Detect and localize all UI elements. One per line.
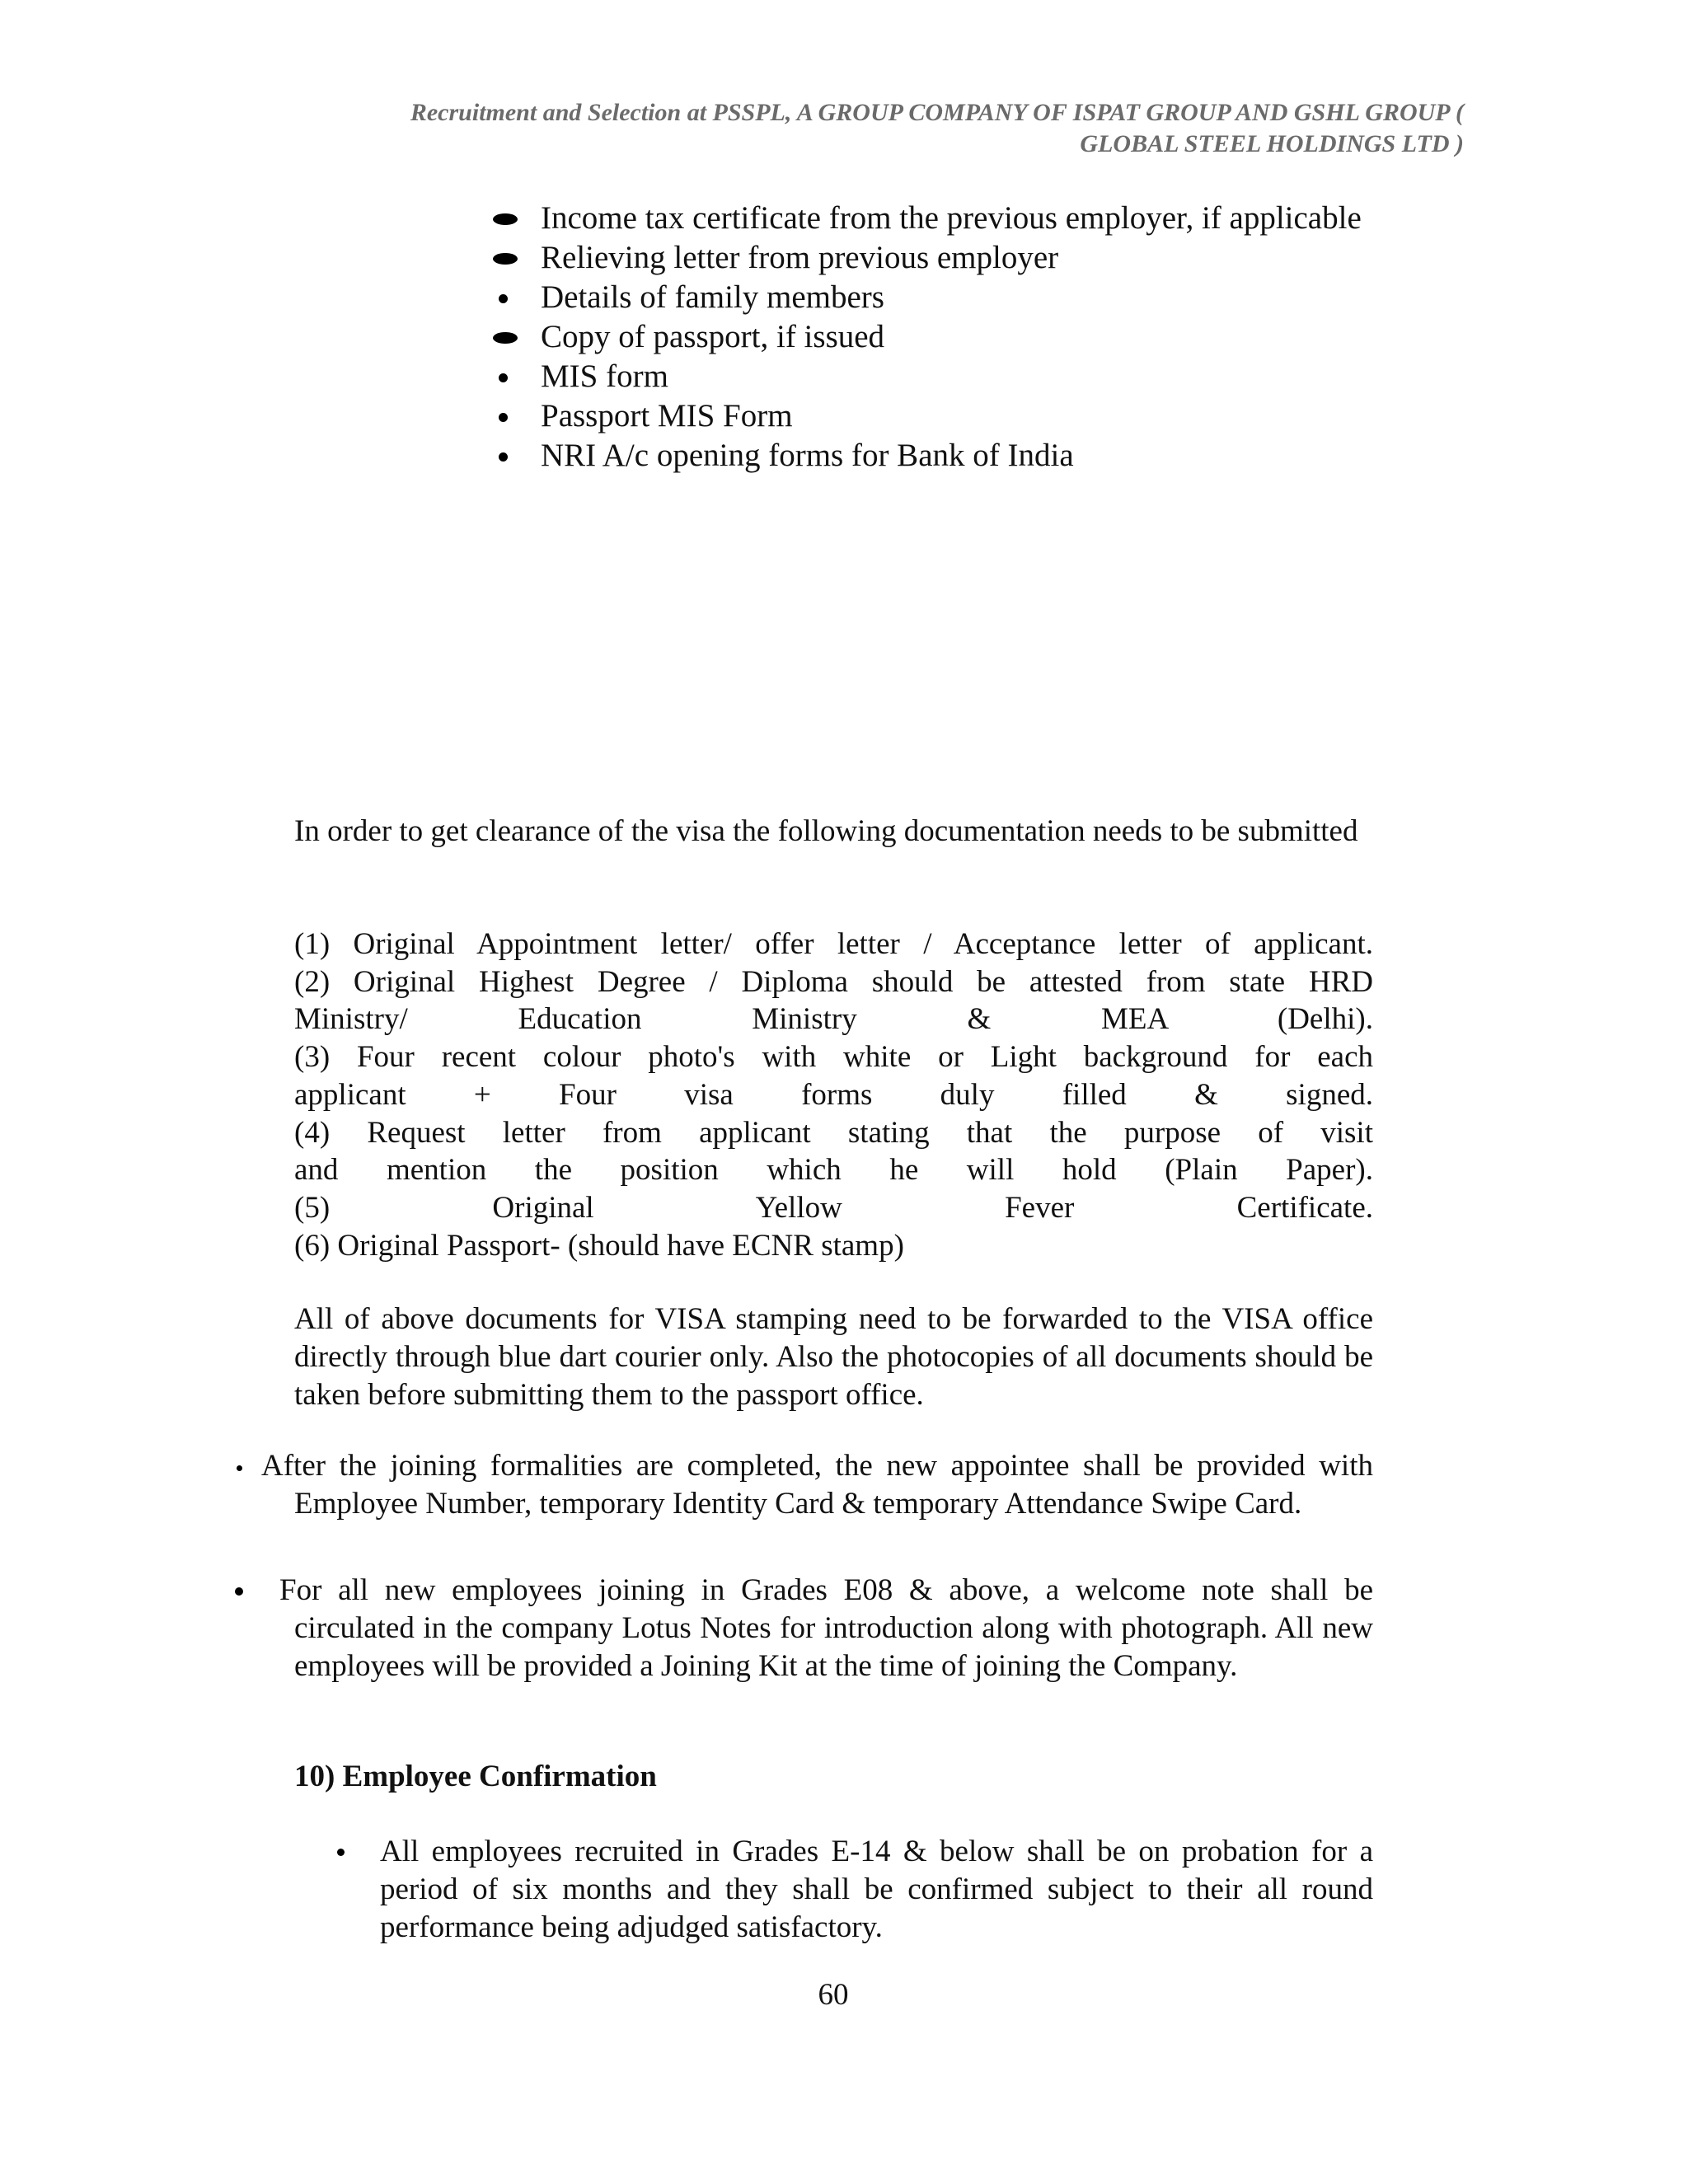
list-item-label: Details of family members xyxy=(541,279,884,315)
visa-requirement-line: (5) Original Yellow Fever Certificate. xyxy=(294,1190,1373,1225)
dot-bullet-icon xyxy=(337,1849,345,1856)
running-header xyxy=(227,97,1464,160)
visa-requirement-line: Ministry/ Education Ministry & MEA (Delhi). xyxy=(294,1002,1373,1037)
header-line-2: GLOBAL STEEL HOLDINGS LTD ) xyxy=(1080,130,1464,157)
dot-bullet-icon xyxy=(499,413,508,422)
confirmation-bullet xyxy=(380,1833,1373,1947)
dot-bullet-icon xyxy=(499,452,508,462)
joining-bullet-employee-number xyxy=(261,1447,1373,1523)
confirmation-bullet-text: All employees recruited in Grades E-14 & below shall be on probation for a period of six months and they shall be confirmed subject to their all round performance being adjudged satisfactory. xyxy=(380,1835,1373,1944)
visa-requirement-line: (2) Original Highest Degree / Diploma should be attested from state HRD xyxy=(294,964,1373,999)
dot-bullet-icon xyxy=(499,294,508,303)
list-item xyxy=(491,239,1373,277)
header-line-1: Recruitment and Selection at PSSPL, A GROUP COMPANY OF ISPAT GROUP AND GSHL GROUP ( xyxy=(410,99,1464,126)
visa-intro-paragraph: In order to get clearance of the visa the following documentation needs to be submitted xyxy=(294,814,1358,848)
list-item-label: NRI A/c opening forms for Bank of India xyxy=(541,438,1074,473)
list-item-label: Income tax certificate from the previous employer, if applicable xyxy=(541,200,1362,236)
list-item-label: Relieving letter from previous employer xyxy=(541,240,1059,275)
visa-requirement-line: (4) Request letter from applicant stating that the purpose of visit xyxy=(294,1115,1373,1150)
visa-requirement-line: (1) Original Appointment letter/ offer letter / Acceptance letter of applicant. xyxy=(294,927,1373,961)
list-item xyxy=(491,437,1373,475)
visa-requirements-list xyxy=(294,926,1373,1264)
oval-bullet-icon xyxy=(493,332,518,344)
joining-bullet-welcome-note xyxy=(279,1572,1373,1685)
visa-requirement-line: applicant + Four visa forms duly filled & signed. xyxy=(294,1077,1373,1112)
oval-bullet-icon xyxy=(493,253,518,265)
list-item xyxy=(491,318,1373,356)
list-item xyxy=(491,397,1373,435)
section-heading: 10) Employee Confirmation xyxy=(294,1760,657,1793)
oval-bullet-icon xyxy=(493,213,518,225)
dot-bullet-icon xyxy=(235,1587,243,1596)
list-item xyxy=(491,279,1373,316)
list-item-label: MIS form xyxy=(541,359,668,394)
joining-documents-list xyxy=(491,199,1373,476)
list-item xyxy=(491,199,1373,237)
visa-requirement-line: (6) Original Passport- (should have ECNR stamp) xyxy=(294,1228,904,1263)
list-item-label: Copy of passport, if issued xyxy=(541,319,885,354)
joining-bullet-text: For all new employees joining in Grades E08 & above, a welcome note shall be circulated in the company Lotus Notes for introduction along with photograph. All new employees will be provided a Joining Kit at the time of joining the Company. xyxy=(279,1573,1373,1683)
visa-requirement-line: and mention the position which he will hold (Plain Paper). xyxy=(294,1153,1373,1188)
visa-forwarding-note: All of above documents for VISA stamping need to be forwarded to the VISA office directly through blue dart courier only. Also the photocopies of all documents should be taken before submitting them to the passport office. xyxy=(294,1302,1373,1412)
list-item-label: Passport MIS Form xyxy=(541,398,793,434)
page-number: 60 xyxy=(818,1978,849,2012)
dot-bullet-icon xyxy=(499,373,508,382)
list-item xyxy=(491,358,1373,396)
small-bullet-icon xyxy=(237,1465,242,1471)
visa-requirement-line: (3) Four recent colour photo's with white or Light background for each xyxy=(294,1040,1373,1075)
joining-bullet-text: After the joining formalities are completed, the new appointee shall be provided with Employee Number, temporary Identity Card & temporary Attendance Swipe Card. xyxy=(261,1449,1373,1521)
